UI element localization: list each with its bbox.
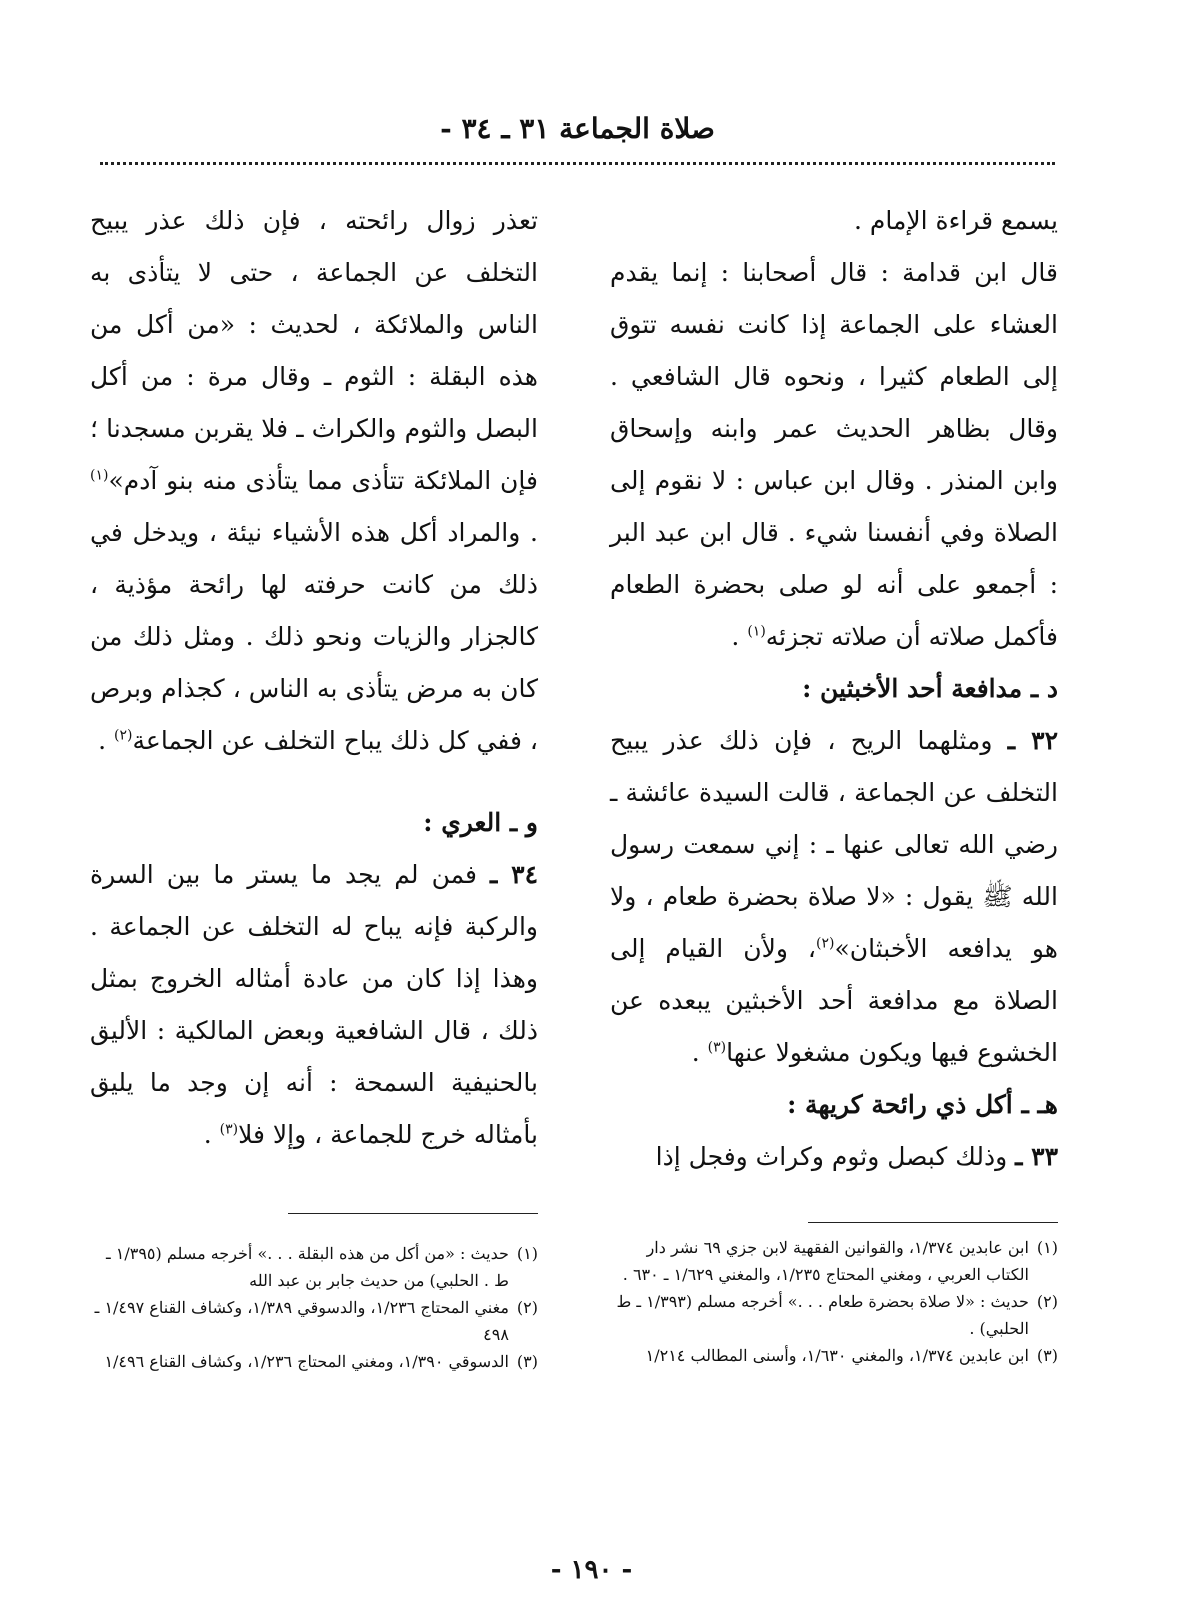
footnotes-right (610, 1234, 1058, 1369)
footnote-mark: (٣) (1036, 1346, 1058, 1365)
header-dotted-rule (100, 162, 1055, 165)
right-column (610, 195, 1058, 1183)
footnote-ref: (٢) (815, 935, 835, 952)
footnote-text: ابن عابدين ١/٣٧٤، والقوانين الفقهية لابن جزي ٦٩ نشر دار الكتاب العربي ، ومغني المحتاج ١/٢٣٥، والمغني ١/٦٢٩ ـ ٦٣٠ . (622, 1238, 1029, 1284)
footnote (610, 1342, 1058, 1369)
item-number: ٣٤ ـ (490, 860, 538, 889)
footnote-ref: (٢) (114, 727, 133, 744)
footnote-mark: (١) (516, 1244, 538, 1263)
footnote-ref: (٣) (707, 1039, 727, 1056)
paragraph: ٣٣ ـ وذلك كبصل وثوم وكراث وفجل إذا (655, 1142, 1058, 1171)
footnote-separator (288, 1213, 538, 1214)
footnote-text: حديث : «لا صلاة بحضرة طعام . . .» أخرجه مسلم (١/٣٩٣ ـ ط الحلبي) . (616, 1292, 1029, 1338)
item-number: ٣٢ ـ (1007, 726, 1059, 755)
footnote-ref: (١) (747, 623, 766, 640)
footnote-mark: (٢) (1036, 1292, 1058, 1311)
footnotes-left (90, 1240, 538, 1375)
paragraph: ٣٢ ـ ومثلهما الريح ، فإن ذلك عذر يبيح التخلف عن الجماعة ، قالت السيدة عائشة ـ رضي الله تعالى عنها ـ : إني سمعت رسول الله ﷺ يقول : «لا صلاة بحضرة طعام ، ولا هو يدافعه الأخبثان»$^{(٢)}$، ولأن القيام إلى الصلاة مع مدافعة أحد الأخبثين يبعده عن الخشوع فيها ويكون مشغولا عنها$^{(٣)}$ . (610, 726, 1059, 1067)
footnote (90, 1348, 538, 1375)
section-heading: و ـ العري : (423, 808, 538, 837)
paragraph: قال ابن قدامة : قال أصحابنا : إنما يقدم العشاء على الجماعة إذا كانت نفسه تتوق إلى الطعام كثيرا ، ونحوه قال الشافعي . وقال بظاهر الحديث عمر وابنه وإسحاق وابن المنذر . وقال ابن عباس : لا نقوم إلى الصلاة وفي أنفسنا شيء . قال ابن عبد البر : أجمعو على أنه لو صلى بحضرة الطعام فأكمل صلاته أن صلاته تجزئه$^{(١)}$ . (610, 258, 1058, 651)
section-heading: هـ ـ أكل ذي رائحة كريهة : (787, 1090, 1058, 1119)
footnote-ref: (٣) (219, 1121, 239, 1138)
spacer (90, 767, 538, 797)
page-number: - ١٩٠ - (550, 1555, 633, 1585)
footnote (90, 1294, 538, 1348)
footnote-mark: (٣) (516, 1352, 538, 1371)
footnote (610, 1288, 1058, 1342)
footnote-text: الدسوقي ١/٣٩٠، ومغني المحتاج ١/٢٣٦، وكشاف القناع ١/٤٩٦ (104, 1352, 509, 1371)
footnote-text: حديث : «من أكل من هذه البقلة . . .» أخرجه مسلم (١/٣٩٥ ـ ط . الحلبي) من حديث جابر بن عبد الله (105, 1244, 509, 1290)
left-column (90, 195, 538, 1161)
footnote-separator (808, 1222, 1058, 1223)
footnote-ref: (١) (90, 467, 109, 484)
footnote-mark: (٢) (516, 1298, 538, 1317)
item-number: ٣٣ ـ (1015, 1142, 1058, 1171)
paragraph: تعذر زوال رائحته ، فإن ذلك عذر يبيح التخلف عن الجماعة ، حتى لا يتأذى به الناس والملائكة ، لحديث : «من أكل من هذه البقلة : الثوم ـ وقال مرة : من أكل البصل والثوم والكراث ـ فلا يقربن مسجدنا ؛ فإن الملائكة تتأذى مما يتأذى منه بنو آدم»$^{(١)}$ . والمراد أكل هذه الأشياء نيئة ، ويدخل في ذلك من كانت حرفته لها رائحة مؤذية ، كالجزار والزيات ونحو ذلك . ومثل ذلك من كان به مرض يتأذى به الناس ، كجذام وبرص ، ففي كل ذلك يباح التخلف عن الجماعة$^{(٢)}$ . (90, 206, 538, 755)
section-heading: د ـ مدافعة أحد الأخبثين : (802, 674, 1058, 703)
footnote-mark: (١) (1036, 1238, 1058, 1257)
paragraph: ٣٤ ـ فمن لم يجد ما يستر ما بين السرة والركبة فإنه يباح له التخلف عن الجماعة . وهذا إذا كان من عادة أمثاله الخروج بمثل ذلك ، قال الشافعية وبعض المالكية : الأليق بالحنيفية السمحة : أنه إن وجد ما يليق بأمثاله خرج للجماعة ، وإلا فلا$^{(٣)}$ . (90, 860, 538, 1149)
footnote-text: ابن عابدين ١/٣٧٤، والمغني ١/٦٣٠، وأسنى المطالب ١/٢١٤ (645, 1346, 1029, 1365)
footnote (610, 1234, 1058, 1288)
paragraph: يسمع قراءة الإمام . (853, 206, 1058, 235)
footnote (90, 1240, 538, 1294)
footnote-text: مغني المحتاج ١/٢٣٦، والدسوقي ١/٣٨٩، وكشاف القناع ١/٤٩٧ ـ ٤٩٨ (94, 1298, 509, 1344)
page-header: صلاة الجماعة ٣١ ـ ٣٤ - (440, 112, 715, 145)
